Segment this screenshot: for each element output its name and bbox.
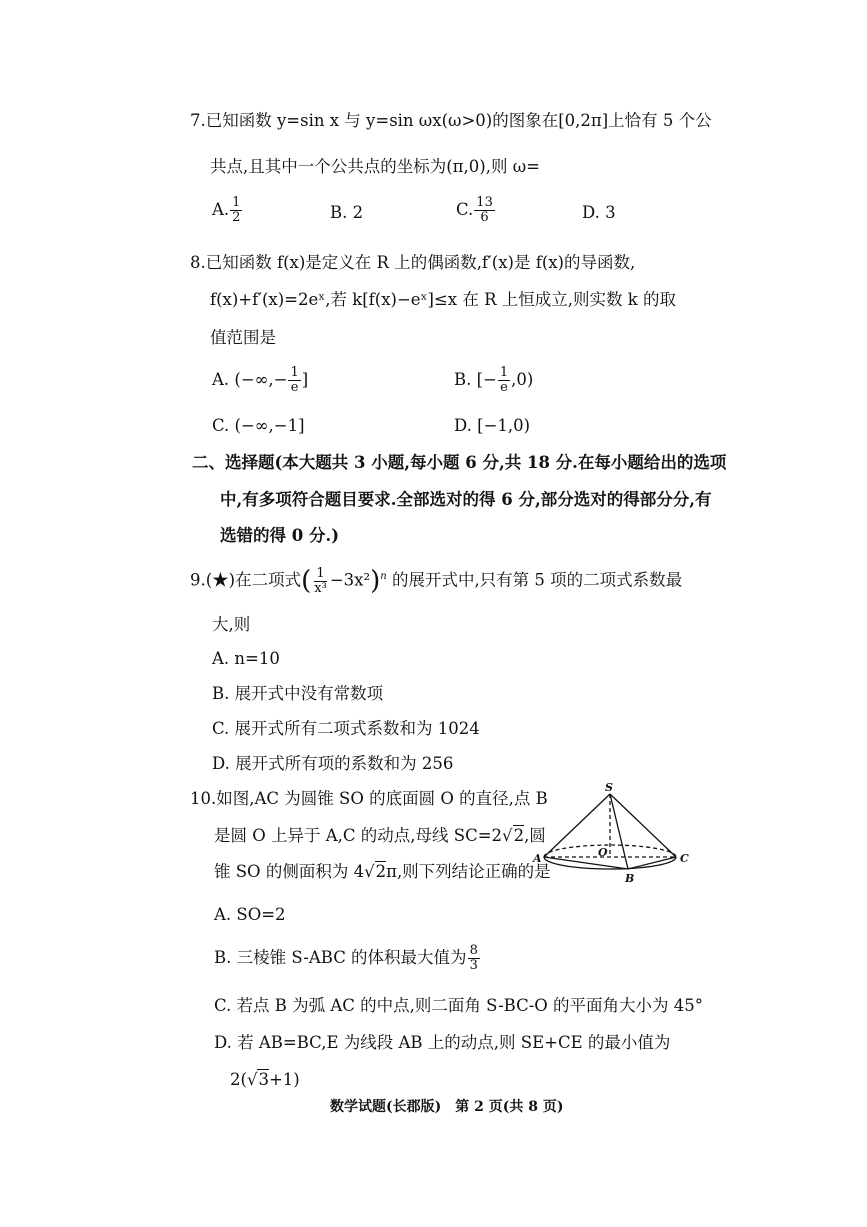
- q7-c-fraction: $\frac{13}{6}$: [476, 195, 493, 225]
- base-ellipse-front: [544, 857, 676, 869]
- q10-b-fraction: $\frac{8}{3}$: [469, 943, 478, 973]
- section2-line1: 二、选择题(本大题共 3 小题,每小题 6 分,共 18 分.在每小题给出的选项: [192, 453, 727, 472]
- q10-option-c: C. 若点 B 为弧 AC 的中点,则二面角 S-BC-O 的平面角大小为 45°: [214, 996, 704, 1015]
- q9-fraction: $\frac{1}{\text{x³}}$: [314, 565, 327, 596]
- q7-line1: 7.已知函数 y=sin x 与 y=sin ωx(ω>0)的图象在[0,2π]上恰有 5 个公: [190, 111, 712, 130]
- q9-option-d: D. 展开式所有项的系数和为 256: [212, 754, 454, 773]
- q8-b-fraction: $\frac{1}{e}$: [499, 365, 509, 395]
- q9-option-c: C. 展开式所有二项式系数和为 1024: [212, 719, 480, 738]
- generatrix-sc: [610, 794, 676, 857]
- q7-a-fraction: $\frac{1}{2}$: [232, 195, 241, 225]
- chord-ab: [544, 857, 628, 869]
- cone-figure: [530, 780, 700, 890]
- q10-option-b: B. 三棱锥 S-ABC 的体积最大值为 $\frac{8}{3}$: [214, 943, 478, 973]
- q10-line3: 锥 SO 的侧面积为 4√2π,则下列结论正确的是: [214, 862, 551, 881]
- q8-line3: 值范围是: [210, 328, 276, 347]
- page-footer: 数学试题(长郡版) 第 2 页(共 8 页): [330, 1099, 564, 1115]
- q8-a-fraction: $\frac{1}{e}$: [290, 365, 299, 395]
- q8-option-a: A. (−∞,− $\frac{1}{e}$ ]: [212, 365, 309, 395]
- q9-option-a: A. n=10: [212, 649, 280, 668]
- label-a: A: [533, 852, 542, 865]
- q10-option-d: D. 若 AB=BC,E 为线段 AB 上的动点,则 SE+CE 的最小值为: [214, 1033, 671, 1052]
- q9-line1: 9.(★)在二项式( $\frac{1}{\text{x³}}$ −3x²)$^n$ 的展开式中,只有第 5 项的二项式系数最: [190, 565, 683, 596]
- q7-option-b: B. 2: [330, 203, 364, 222]
- edge-sb: [610, 794, 628, 869]
- section2-line3: 选错的得 0 分.): [220, 526, 340, 545]
- q10-option-d-line2: 2(√3+1): [230, 1070, 300, 1089]
- q10-line2: 是圆 O 上异于 A,C 的动点,母线 SC=2√2,圆: [214, 826, 546, 845]
- section2-line2: 中,有多项符合题目要求.全部选对的得 6 分,部分选对的得部分分,有: [220, 490, 712, 509]
- label-s: S: [605, 781, 613, 794]
- label-b: B: [625, 872, 635, 885]
- q8-option-c: C. (−∞,−1]: [212, 416, 305, 435]
- q7-option-a: A. $\frac{1}{2}$: [212, 195, 241, 225]
- q8-option-d: D. [−1,0): [454, 416, 531, 435]
- q7-option-c: C. $\frac{13}{6}$: [456, 195, 493, 225]
- q8-line1: 8.已知函数 f(x)是定义在 R 上的偶函数,f′(x)是 f(x)的导函数,: [190, 253, 636, 272]
- q9-option-b: B. 展开式中没有常数项: [212, 684, 384, 703]
- q9-line2: 大,则: [212, 615, 251, 634]
- q7-line2: 共点,且其中一个公共点的坐标为(π,0),则 ω=: [210, 157, 540, 176]
- q8-option-b: B. [− $\frac{1}{e}$ ,0): [454, 365, 534, 395]
- label-o: O: [598, 846, 608, 859]
- q10-option-a: A. SO=2: [214, 905, 286, 924]
- q7-option-d: D. 3: [582, 203, 616, 222]
- q10-line1: 10.如图,AC 为圆锥 SO 的底面圆 O 的直径,点 B: [190, 789, 548, 808]
- q8-line2: f(x)+f′(x)=2eˣ,若 k[f(x)−eˣ]≤x 在 R 上恒成立,则实数 k 的取: [210, 290, 676, 309]
- label-c: C: [680, 852, 689, 865]
